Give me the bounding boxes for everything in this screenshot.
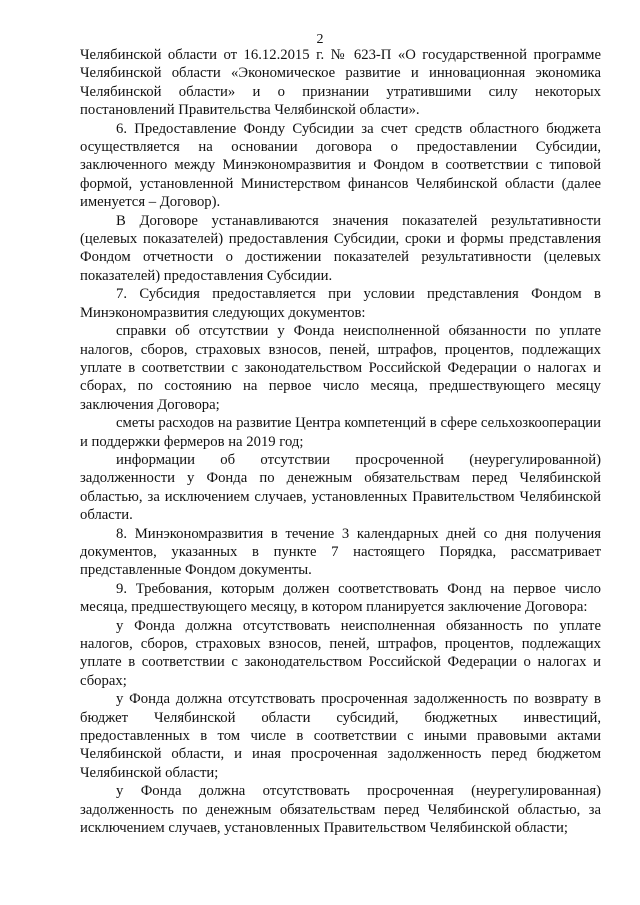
paragraph-agreement-indicators: В Договоре устанавливаются значения показателей результативности (целевых показателей) предоставления Субсидии, сроки и формы представления Фондом отчетности о достижении показателей результативности (целевых показателей) предоставления Субсидии. — [80, 212, 601, 284]
document-body — [80, 46, 601, 837]
paragraph-item-8: 8. Минэкономразвития в течение 3 календарных дней со дня получения документов, указанных в пункте 7 настоящего Порядка, рассматривает представленные Фондом документы. — [80, 525, 601, 579]
list-item-no-overdue-obligations: у Фонда должна отсутствовать просроченная (неурегулированная) задолженность по денежным обязательствам перед Челябинской областью, за исключением случаев, установленных Правительством Челябинской области; — [80, 783, 601, 837]
paragraph-item-6: 6. Предоставление Фонду Субсидии за счет средств областного бюджета осуществляется на основании договора о предоставлении Субсидии, заключенного между Минэкономразвития и Фондом в соответствии с типовой формой, установленной Министерством финансов Челябинской области (далее именуется – Договор). — [80, 120, 601, 211]
list-item-debt-information: информации об отсутствии просроченной (неурегулированной) задолженности у Фонда по денежным обязательствам перед Челябинской областью, за исключением случаев, установленных Правительством Челябинской области. — [80, 451, 601, 524]
paragraph-law-reference: Челябинской области от 16.12.2015 г. № 623-П «О государственной программе Челябинской области «Экономическое развитие и инновационная экономика Челябинской области» и о признании утратившими силу некоторых постановлений Правительства Челябинской области». — [80, 47, 601, 119]
paragraph-item-7: 7. Субсидия предоставляется при условии представления Фондом в Минэкономразвития следующих документов: — [80, 286, 601, 321]
paragraph-item-9: 9. Требования, которым должен соответствовать Фонд на первое число месяца, предшествующего месяцу, в котором планируется заключение Договора: — [80, 580, 601, 616]
list-item-cost-estimate: сметы расходов на развитие Центра компетенций в сфере сельхозкооперации и поддержки фермеров на 2019 год; — [80, 415, 601, 450]
list-item-no-tax-arrears: у Фонда должна отсутствовать неисполненная обязанность по уплате налогов, сборов, страховых взносов, пеней, штрафов, процентов, подлежащих уплате в соответствии с законодательством Российской Федерации о налогах и сборах; — [80, 617, 601, 689]
list-item-no-budget-debt: у Фонда должна отсутствовать просроченная задолженность по возврату в бюджет Челябинской области субсидий, бюджетных инвестиций, предоставленных в том числе в соответствии с иными правовыми актами Челябинской области, и иная просроченная задолженность перед бюджетом Челябинской области; — [80, 691, 601, 781]
page-number: 2 — [316, 32, 324, 47]
list-item-tax-certificate: справки об отсутствии у Фонда неисполненной обязанности по уплате налогов, сборов, страховых взносов, пеней, штрафов, процентов, подлежащих уплате в соответствии с законодательством Российской Федерации о налогах и сборах, по состоянию на первое число месяца, предшествующего месяцу заключения Договора; — [80, 323, 601, 413]
